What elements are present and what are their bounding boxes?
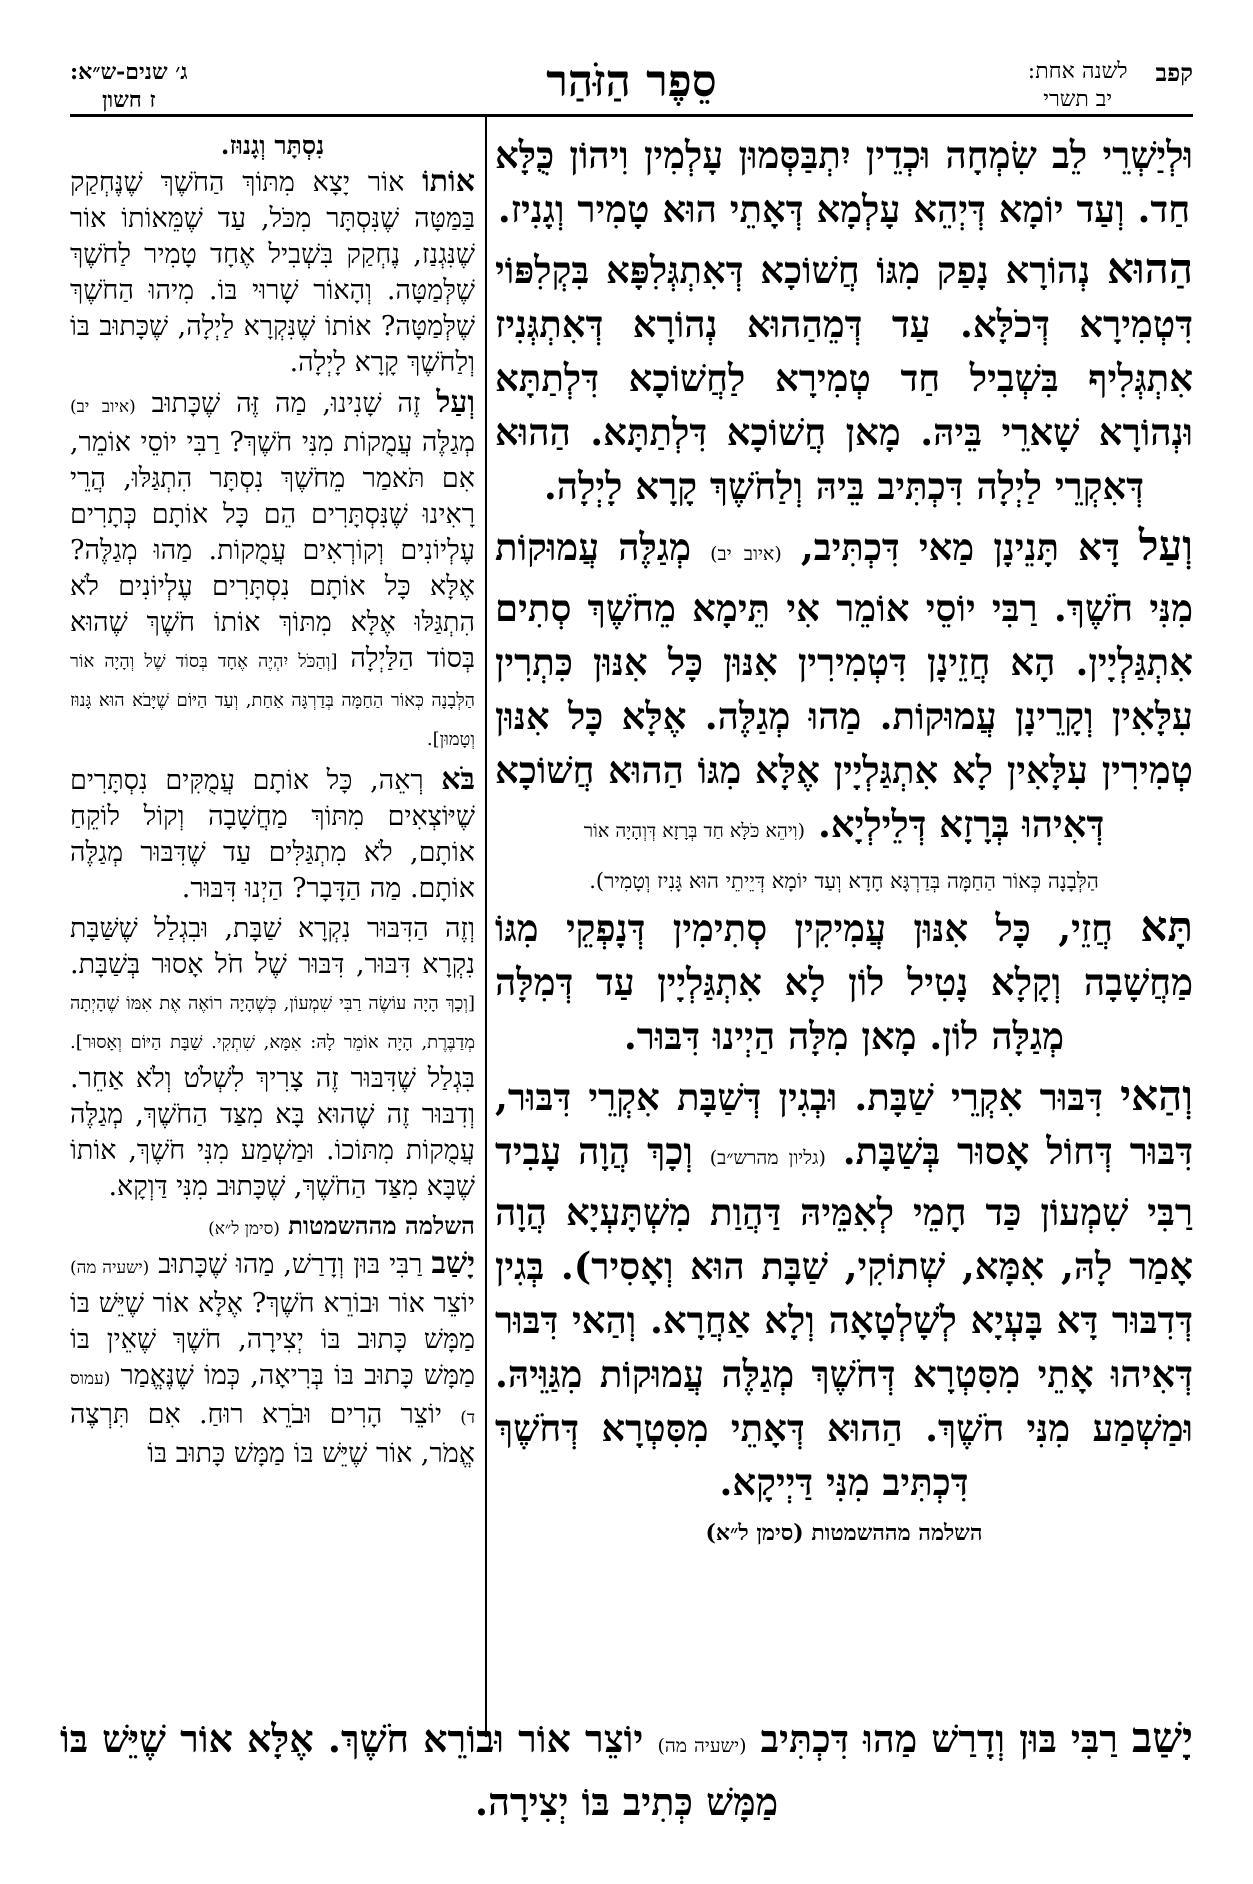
- paragraph-text: זֶה שָׁנִינוּ, מַה זֶּה שֶׁכָּתוּב: [135, 388, 437, 419]
- paragraph-text: דָּא תָּנֵינָן מַאי דִּכְתִּיב,: [781, 525, 1139, 569]
- scripture-reference: (איוב יב): [70, 397, 136, 417]
- lead-word: וְעַל: [436, 385, 475, 420]
- schedule-label: לשנה אחת:: [1027, 59, 1128, 84]
- lead-word: יָשַׁב: [1132, 1713, 1194, 1762]
- lead-word: הַהוּא: [1106, 244, 1193, 293]
- lead-word: בֹּא: [441, 762, 475, 797]
- main-paragraph-1: וּלְיַשְׁרֵי לֵב שִׂמְחָה וּכְדֵין יִתְבַּסְּמוּן עָלְמִין וִיהוֹן כֻּלָּא חַד. וְעַד יוֹמָא דְּיְהֵא עָלְמָא דְּאָתֵי הוּא טָמִיר וְגָנִיז.: [495, 133, 1193, 231]
- paragraph-text: מְגַלֶּה עֲמוּקוֹת מִנִּי חֹשֶׁךְ. רַבִּי יוֹסֵי אוֹמֵר אִי תֵּימָא מֵחֹשֶׁךְ סְתִים אִתְגַּלְיָין. הָא חֲזֵינָן דִּטְמִירִין אִנּוּן כָּל אִנּוּן כִּתְרִין עִלָּאִין וְקָרֵינָן עֲמוּקוֹת. מַהוּ מְגַלֶּה. אֶלָּא כָּל אִנּוּן טְמִירִין עִלָּאִין לָא אִתְגַּלְיָין אֶלָּא מִגּוֹ הַהוּא חֲשׁוֹכָא דְּאִיהוּ בְּרָזָא דְּלֵילְיָא.: [495, 525, 1193, 846]
- supplement-heading-translation: [70, 1209, 475, 1246]
- bottom-paragraph: [60, 1710, 1193, 1830]
- main-aramaic-column: [495, 128, 1193, 1555]
- lead-word: וְהַאי: [1120, 1071, 1193, 1120]
- lead-word: יָשַׁב: [431, 1246, 476, 1281]
- translation-paragraph-4: [70, 911, 475, 1205]
- scripture-reference: (עמוס ד): [70, 1369, 475, 1428]
- main-paragraph-3: [495, 519, 1193, 858]
- schedule-label-left: ג׳ שנים-ש״א:: [70, 59, 188, 85]
- paragraph-text: רַבִּי בּוּן וְדָרַשׁ מַהוּ דִּכְתִּיב: [746, 1716, 1133, 1761]
- scripture-reference: (ישעיה מה): [70, 1258, 150, 1278]
- page-number: קפב: [1155, 58, 1193, 87]
- translation-column: [70, 128, 475, 1476]
- lead-word: וְעַל: [1138, 521, 1194, 570]
- paragraph-text: אוֹר יָצָא מִתּוֹךְ הַחֹשֶׁךְ שֶׁנֶּחְקַק בַּמַּטָּה שֶׁנִּסְתָּר מִכֹּל, עַד שֶׁמֵּאוֹתוֹ אוֹר שֶׁנִּגְנַז, נֶחְקַק בִּשְׁבִיל אֶחָד טָמִיר לַחֹשֶׁךְ שֶׁלְּמַטָּה. וְהָאוֹר שָׁרוּי בּוֹ. מִיהוּ הַחֹשֶׁךְ שֶׁלְּמַטָּה? אוֹתוֹ שֶׁנִּקְרָא לַיְלָה, שֶׁכָּתוּב בּוֹ וְלַחֹשֶׁךְ קָרָא לָיְלָה.: [70, 167, 475, 378]
- page-header: [70, 58, 1193, 116]
- supplement-heading: השלמה מההשמטות (סימן ל״א): [705, 1520, 983, 1546]
- paragraph-text: דִּבּוּר אִקְרֵי שַׁבָּת. וּבְגִין דְּשַׁבָּת אִקְרֵי דִּבּוּר, דִּבּוּר דְּחוֹל אָסוּר בְּשַׁבָּת.: [495, 1075, 1193, 1173]
- lead-word: אוֹתוֹ: [422, 164, 475, 199]
- gloss-reference: (גליון מהרש״ב): [709, 1147, 826, 1169]
- bottom-full-width-text: [60, 1710, 1193, 1830]
- scripture-reference: (ישעיה מה): [657, 1735, 747, 1757]
- paragraph-text: יוֹצֵר הָרִים וּבֹרֵא רוּחַ. אִם תִּרְצֶה אֱמֹר, אוֹר שֶׁיֵּשׁ בּוֹ מַמָּשׁ כָּתוּב בּוֹ: [70, 1399, 475, 1469]
- gloss-note: הַלְּבָנָה כְּאוֹר הַחַמָּה בְּדַרְגָּא חָדָא וְעַד יוֹמָא דְּיֵיתֵי הוּא גָּנִיז וְטָמִיר).: [589, 869, 1099, 893]
- gloss-text: [וְכָךְ הָיָה עוֹשֶׂה רַבִּי שִׁמְעוֹן, כְּשֶׁהָיָה רוֹאֶה אֶת אִמּוֹ שֶׁהָיְתָה מְדַבֶּרֶת, הָיָה אוֹמֵר לָהּ: אִמָּא, שִׁתְקִי. שַׁבָּת הַיּוֹם וְאָסוּר].: [70, 993, 475, 1053]
- translation-paragraph-5: [70, 1246, 475, 1472]
- book-title: סֵפֶר הַזֹּהַר: [546, 56, 717, 107]
- paragraph-text: נְהוֹרָא נָפַק מִגּוֹ חֲשׁוֹכָא דְּאִתְגְּלִפָּא בִּקְלִפּוֹי דִּטְמִירָא דְּכֹלָּא. עַד דְּמֵהַהוּא נְהוֹרָא דְּאִתְגְּנִיז אִתְגְּלִיף בִּשְׁבִיל חַד טְמִירָא לַחֲשׁוֹכָא דִּלְתַתָּא וּנְהוֹרָא שָׁארֵי בֵּיהּ. מָאן חֲשׁוֹכָא דִּלְתַתָּא. הַהוּא דְּאִקְרֵי לַיְלָה דִּכְתִּיב בֵּיהּ וְלַחֹשֶׁךְ קָרָא לָיְלָה.: [495, 248, 1193, 508]
- paragraph-text: מְגַלֶּה עֲמֻקוֹת מִנִּי חֹשֶׁךְ? רַבִּי יוֹסֵי אוֹמֵר, אִם תֹּאמַר מֵחֹשֶׁךְ נִסְתָּר הִתְגַּלּוּ, הֲרֵי רָאִינוּ שֶׁנִּסְתָּרִים הֵם כָּל אוֹתָם כְּתָרִים עֶלְיוֹנִים וְקוֹרְאִים עֲמֻקוֹת. מַהוּ מְגַלֶּה? אֶלָּא כָּל אוֹתָם נִסְתָּרִים עֶלְיוֹנִים לֹא הִתְגַּלּוּ אֶלָּא מִתּוֹךְ אוֹתוֹ חֹשֶׁךְ שֶׁהוּא בְּסוֹד הַלַּיְלָה: [70, 427, 475, 674]
- supplement-reference: (סימן ל״א): [208, 1219, 280, 1239]
- schedule-date-left: ז חשון: [101, 87, 156, 113]
- main-paragraph-5: [495, 1069, 1193, 1509]
- header-rule: [70, 114, 1193, 117]
- paragraph-text: וְכָךְ הֲוָה עָבִיד רַבִּי שִׁמְעוֹן כַּד חָמֵי לְאִמֵּיהּ דַּהֲוַת מִשְׁתָּעְיָא הֲוָה אָמַר לָהּ, אִמָּא, שְׁתוֹקִי, שַׁבָּת הוּא וְאָסִיר). בְּגִין דְּדִבּוּר דָּא בָּעְיָא לְשָׁלְטָאָה וְלָא אַחֲרָא. וְהַאי דִּבּוּר דְּאִיהוּ אָתֵי מִסִּטְרָא דְּחֹשֶׁךְ מְגַלֶּה עֲמוּקוֹת מִגַּוֵּיהּ. וּמַשְׁמַע מִנִּי חֹשֶׁךְ. הַהוּא דְּאָתֵי מִסִּטְרָא דְּחֹשֶׁךְ דִּכְתִּיב מִנִּי דַּיְיקָא.: [495, 1129, 1193, 1504]
- translation-paragraph-2: [70, 385, 475, 758]
- lead-word: תָּא: [1140, 902, 1193, 951]
- main-paragraph-2: [495, 242, 1193, 513]
- column-divider: [485, 117, 487, 1737]
- main-paragraph-4: [495, 900, 1193, 1063]
- paragraph-text: יוֹצֵר אוֹר וּבוֹרֵא חֹשֶׁךְ? אֶלָּא אוֹר שֶׁיֵּשׁ בּוֹ מַמָּשׁ כָּתוּב בּוֹ יְצִירָה, חֹשֶׁךְ שֶׁאֵין בּוֹ מַמָּשׁ כָּתוּב בּוֹ בְּרִיאָה, כְּמוֹ שֶׁנֶּאֱמַר: [70, 1288, 475, 1391]
- paragraph-text: רַבִּי בּוּן וְדָרַשׁ, מַהוּ שֶׁכָּתוּב: [149, 1249, 432, 1280]
- paragraph-text: יוֹצֵר אוֹר וּבוֹרֵא חֹשֶׁךְ. אֶלָּא אוֹר שֶׁיֵּשׁ בּוֹ מַמָּשׁ כְּתִיב בּוֹ יְצִירָה.: [60, 1716, 779, 1824]
- translation-paragraph-1: [70, 164, 475, 381]
- translation-paragraph-3: [70, 762, 475, 907]
- scripture-reference: (איוב יב): [710, 543, 782, 565]
- schedule-date: יב תשרי: [1043, 87, 1113, 112]
- paragraph-text: רְאֵה, כָּל אוֹתָם עֲמֻקִּים נִסְתָּרִים שֶׁיּוֹצְאִים מִתּוֹךְ מַחֲשָׁבָה וְקוֹל לוֹקֵחַ אוֹתָם, לֹא מִתְגַּלִּים עַד שֶׁדִּבּוּר מְגַלֶּה אוֹתָם. מַה הַדָּבָר? הַיְנוּ דִּבּוּר.: [70, 765, 475, 904]
- gloss-text: [וְהַכֹּל יִהְיֶה אֶחָד בְּסוֹד שֶׁל וְהָיָה אוֹר הַלְּבָנָה כְּאוֹר הַחַמָּה בְּדַרְגָּה אַחַת, וְעַד הַיּוֹם שֶׁיָּבֹא הוּא גָּנוּז וְטָמוּן].: [70, 651, 475, 750]
- paragraph-text: בִּגְלַל שֶׁדִּבּוּר זֶה צָרִיךְ לִשְׁלֹט וְלֹא אַחֵר. וְדִבּוּר זֶה שֶׁהוּא בָּא מִצַּד הַחֹשֶׁךְ, מְגַלֶּה עֲמֻקוֹת מִתּוֹכוֹ. וּמַשְׁמַע מִנִּי חֹשֶׁךְ, אוֹתוֹ שֶׁבָּא מִצַּד הַחֹשֶׁךְ, שֶׁכָּתוּב מִנִּי דַּוְקָא.: [70, 1063, 475, 1202]
- gloss-text: (וִיהֵא כֹּלָּא חַד בְּרָזָא דְּוְהָיָה אוֹר: [583, 820, 806, 842]
- translation-heading: נִסְתָּר וְגָנוּז.: [220, 131, 325, 160]
- study-schedule-three-years: [70, 58, 188, 114]
- paragraph-text: וְזֶה הַדִּבּוּר נִקְרָא שַׁבָּת, וּבִגְלַל שֶׁשַּׁבָּת נִקְרָא דִּבּוּר, דִּבּוּר שֶׁל חֹל אָסוּר בְּשַׁבָּת.: [70, 913, 475, 980]
- paragraph-text: חֲזֵי, כָּל אִנּוּן עֲמִיקִין סְתִימִין דְּנָפְקֵי מִגּוֹ מַחֲשָׁבָה וְקָלָא נָטִיל לוֹן לָא אִתְגַּלְיָין עַד דְּמִלָּה מְגַלָּה לוֹן. מָאן מִלָּה הַיְינוּ דִּבּוּר.: [495, 906, 1193, 1058]
- supplement-title: השלמה מההשמטות: [288, 1211, 475, 1240]
